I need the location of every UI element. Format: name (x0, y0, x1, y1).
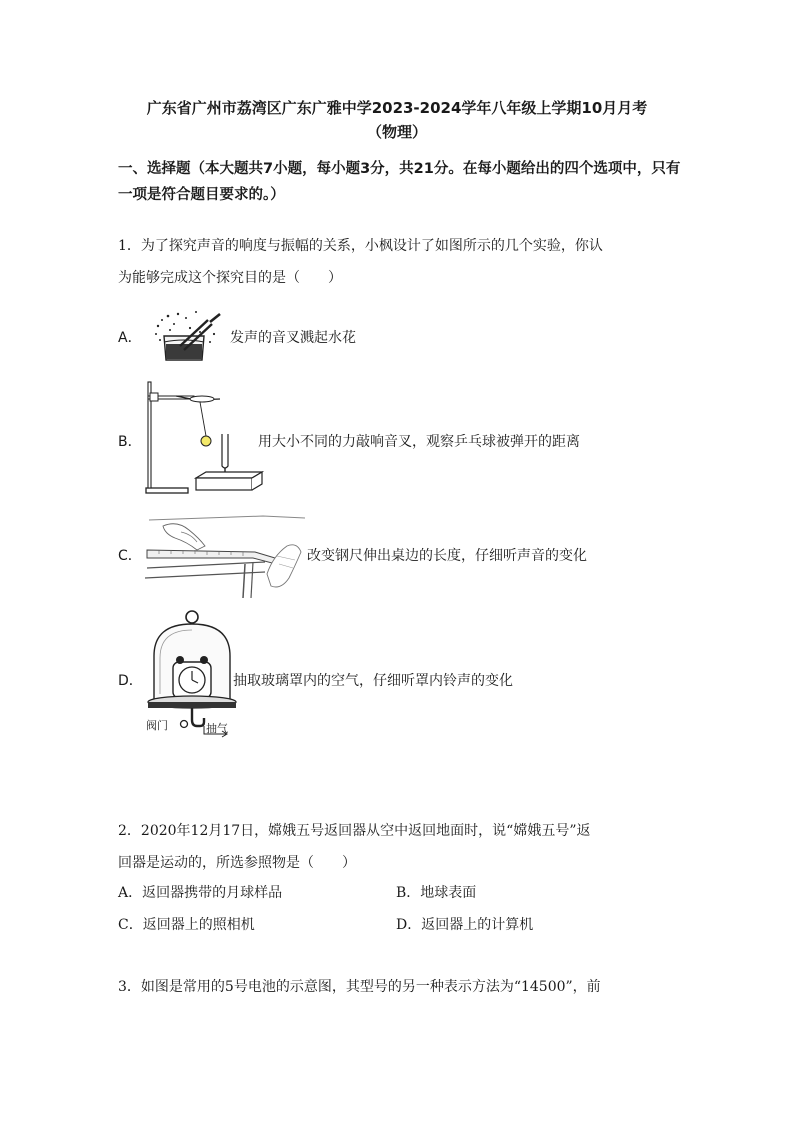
option-a-letter: A． (118, 330, 142, 346)
title-line-2: （物理） (366, 123, 427, 141)
question-2-choice-c: C．返回器上的照相机 (118, 917, 255, 933)
question-2-line-1: 2．2020年12月17日，嫦娥五号返回器从空中返回地面时，说“嫦娥五号”返 (118, 823, 591, 839)
option-a-text: 发声的音叉溅起水花 (230, 330, 356, 346)
question-2-stem (118, 815, 683, 879)
steel-ruler-figure (145, 512, 307, 600)
question-3-stem (118, 971, 683, 1003)
question-2-choice-d: D．返回器上的计算机 (396, 917, 534, 933)
option-b-text: 用大小不同的力敲响音叉，观察乒乓球被弹开的距离 (258, 434, 580, 450)
option-c-text: 改变钢尺伸出桌边的长度，仔细听声音的变化 (307, 548, 587, 564)
tuning-fork-water-figure (150, 306, 228, 364)
tuning-fork-pingpong-figure (140, 378, 265, 500)
question-1-line-1: 1．为了探究声音的响度与振幅的关系，小枫设计了如图所示的几个实验，你认 (118, 238, 603, 254)
option-c-letter: C． (118, 548, 142, 564)
question-2-choice-b: B．地球表面 (396, 885, 477, 901)
pump-label: 抽气 (206, 722, 228, 735)
option-d-letter: D． (118, 673, 143, 689)
page-title (100, 96, 694, 144)
option-d-text: 抽取玻璃罩内的空气，仔细听罩内铃声的变化 (233, 673, 513, 689)
question-3-line-1: 3．如图是常用的5号电池的示意图，其型号的另一种表示方法为“14500”，前 (118, 979, 601, 995)
option-b-letter: B． (118, 434, 142, 450)
question-2-choice-a: A．返回器携带的月球样品 (118, 885, 283, 901)
question-2-line-2: 回器是运动的，所选参照物是（ ） (118, 855, 356, 871)
valve-label: 阀门 (146, 719, 168, 732)
title-line-1: 广东省广州市荔湾区广东广雅中学2023-2024学年八年级上学期10月月考 (146, 99, 648, 117)
question-1-line-2: 为能够完成这个探究目的是（ ） (118, 270, 342, 286)
question-1-stem (118, 230, 683, 294)
section-heading: 一、选择题（本大题共7小题，每小题3分，共21分。在每小题给出的四个选项中，只有一项是符合题目要求的。） (118, 161, 681, 203)
bell-jar-figure (140, 608, 240, 740)
